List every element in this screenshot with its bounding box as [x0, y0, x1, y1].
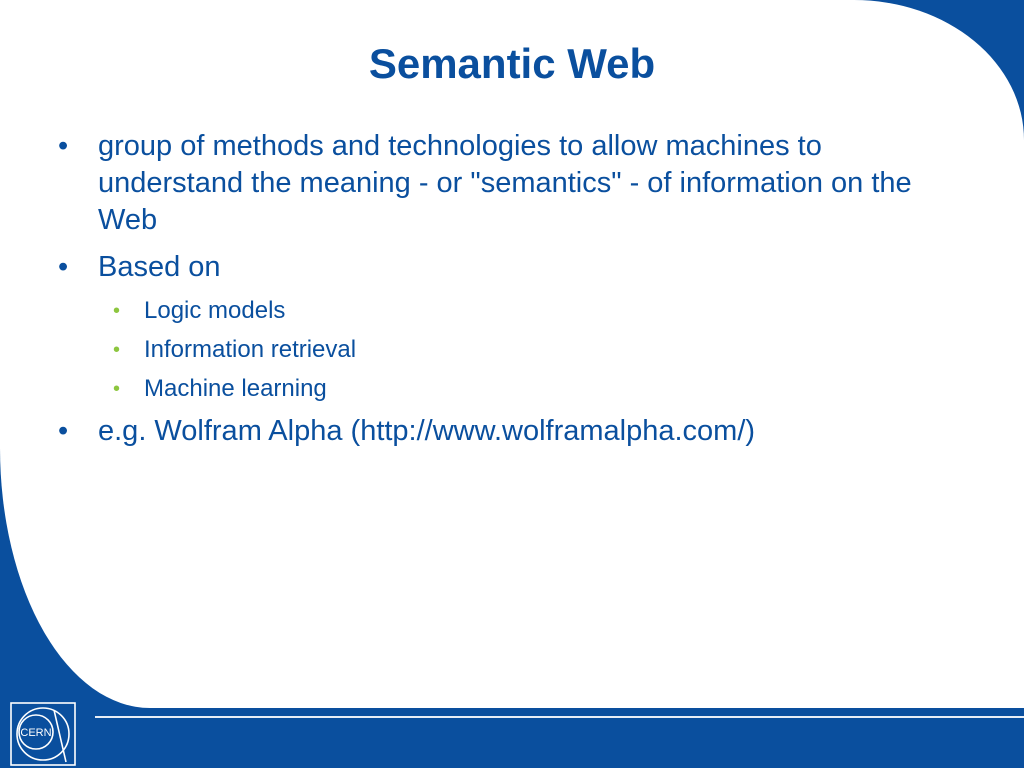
sub-bullet-item — [58, 296, 968, 326]
bullet-item — [58, 249, 968, 286]
sub-bullet-item — [58, 374, 968, 404]
bullet-text: Based on — [98, 251, 221, 283]
sub-bullet-text: Logic models — [144, 297, 286, 324]
sub-bullet-text: Machine learning — [144, 375, 327, 402]
bullet-list — [58, 128, 968, 460]
sub-bullet-marker: • — [113, 339, 121, 361]
sub-bullet-item — [58, 335, 968, 365]
sub-bullet-text: Information retrieval — [144, 336, 357, 363]
cern-logo-icon — [8, 700, 78, 768]
bullet-marker: • — [58, 130, 69, 162]
slide-title: Semantic Web — [368, 40, 656, 87]
sub-bullet-marker: • — [113, 378, 121, 400]
sub-bullet-marker: • — [113, 300, 121, 322]
bullet-text: group of methods and technologies to allow machines to understand the meaning - or "semantics" - of information on the Web — [98, 130, 912, 236]
bullet-marker: • — [58, 415, 69, 447]
bullet-marker: • — [58, 251, 69, 283]
footer-divider — [95, 716, 1024, 718]
bullet-text: e.g. Wolfram Alpha (http://www.wolframalpha.com/) — [98, 415, 756, 447]
bullet-item — [58, 128, 968, 239]
bullet-item — [58, 413, 968, 450]
logo-text: CERN — [20, 727, 52, 739]
